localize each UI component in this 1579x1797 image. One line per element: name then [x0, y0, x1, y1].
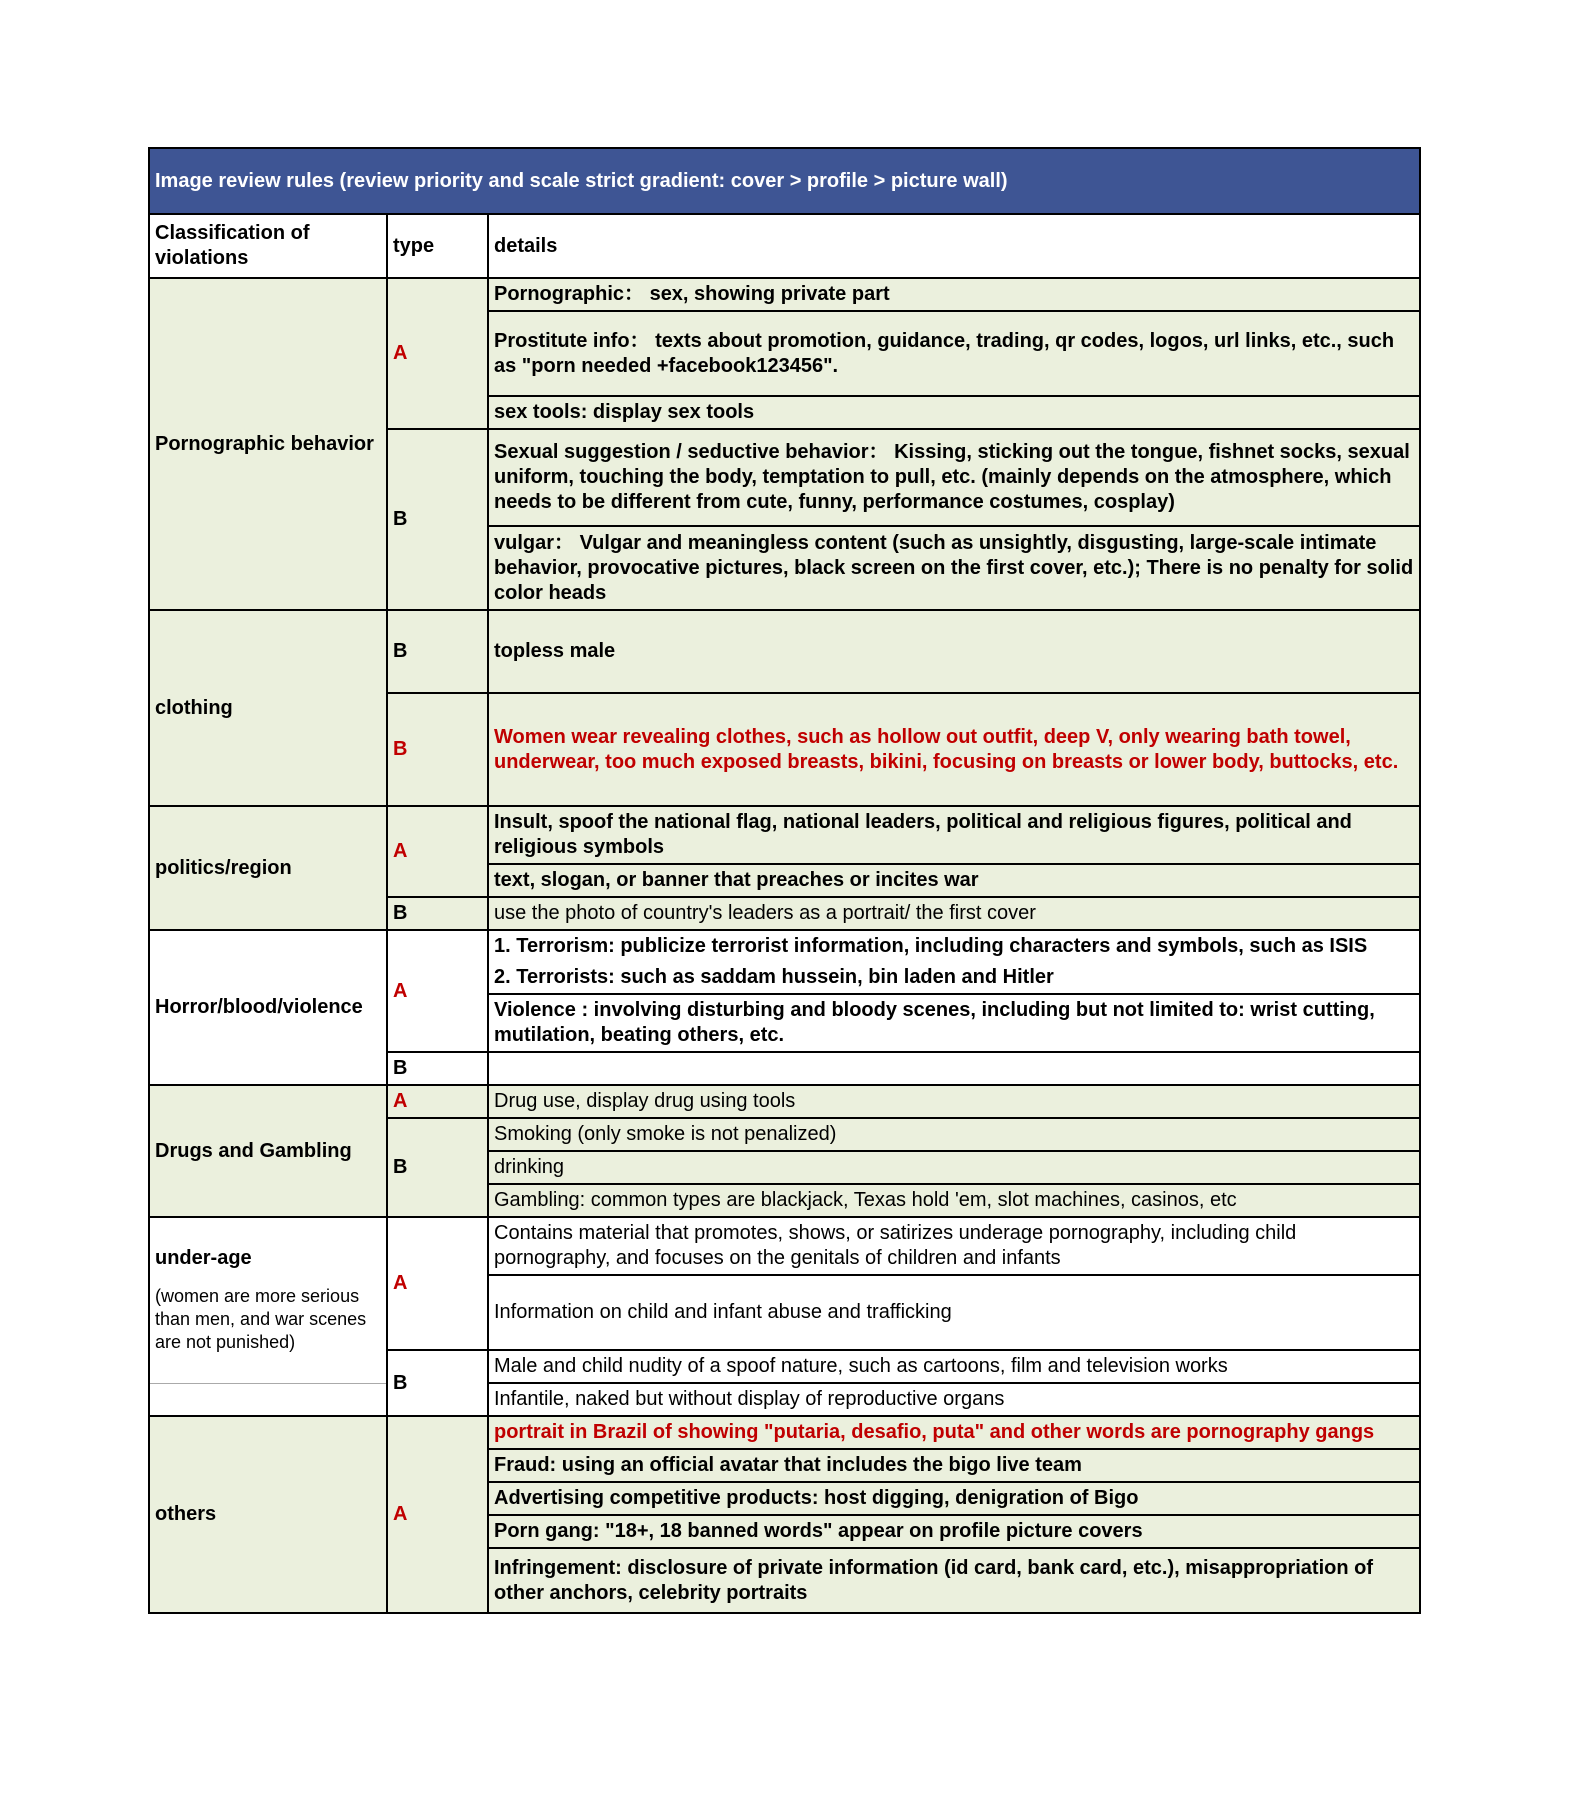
table-row	[149, 1217, 1420, 1275]
title-row	[149, 148, 1420, 214]
detail-cell: sex tools: display sex tools	[488, 396, 1420, 429]
detail-cell: Information on child and infant abuse and trafficking	[488, 1275, 1420, 1350]
category-others: others	[149, 1416, 387, 1613]
table-row	[149, 1416, 1420, 1449]
detail-cell: Advertising competitive products: host digging, denigration of Bigo	[488, 1482, 1420, 1515]
detail-cell: Sexual suggestion / seductive behavior： Kissing, sticking out the tongue, fishnet socks, sexual uniform, touching the body, temptation to pull, etc. (mainly depends on the atmosphere, which needs to be different from cute, funny, performance costumes, cosplay)	[488, 429, 1420, 526]
type-cell: B	[387, 897, 488, 930]
detail-cell: Infringement: disclosure of private information (id card, bank card, etc.), misappropriation of other anchors, celebrity portraits	[488, 1548, 1420, 1613]
header-details: details	[488, 214, 1420, 278]
header-classification: Classification of violations	[149, 214, 387, 278]
table-row	[149, 278, 1420, 311]
type-cell: B	[387, 1118, 488, 1217]
category-clothing: clothing	[149, 610, 387, 806]
review-rules-table	[148, 147, 1421, 1614]
detail-cell: portrait in Brazil of showing "putaria, desafio, puta" and other words are pornography gangs	[488, 1416, 1420, 1449]
type-cell: B	[387, 693, 488, 806]
detail-cell: vulgar： Vulgar and meaningless content (such as unsightly, disgusting, large-scale intimate behavior, provocative pictures, black screen on the first cover, etc.); There is no penalty for solid color heads	[488, 526, 1420, 610]
category-politics: politics/region	[149, 806, 387, 930]
detail-cell: 1. Terrorism: publicize terrorist information, including characters and symbols, such as ISIS	[488, 930, 1420, 962]
detail-cell: 2. Terrorists: such as saddam hussein, bin laden and Hitler	[488, 962, 1420, 994]
header-row	[149, 214, 1420, 278]
table-row	[149, 1383, 1420, 1416]
detail-cell: drinking	[488, 1151, 1420, 1184]
type-cell: A	[387, 930, 488, 1052]
detail-cell: Smoking (only smoke is not penalized)	[488, 1118, 1420, 1151]
detail-cell: Violence : involving disturbing and bloody scenes, including but not limited to: wrist cutting, mutilation, beating others, etc.	[488, 994, 1420, 1052]
detail-cell: Insult, spoof the national flag, national leaders, political and religious figures, political and religious symbols	[488, 806, 1420, 864]
detail-cell: Women wear revealing clothes, such as hollow out outfit, deep V, only wearing bath towel, underwear, too much exposed breasts, bikini, focusing on breasts or lower body, buttocks, etc.	[488, 693, 1420, 806]
type-cell: B	[387, 429, 488, 610]
table-row	[149, 610, 1420, 693]
type-cell: A	[387, 1085, 488, 1118]
detail-cell: text, slogan, or banner that preaches or incites war	[488, 864, 1420, 897]
detail-cell: Fraud: using an official avatar that includes the bigo live team	[488, 1449, 1420, 1482]
detail-cell: Infantile, naked but without display of reproductive organs	[488, 1383, 1420, 1416]
category-drugs: Drugs and Gambling	[149, 1085, 387, 1217]
table-title: Image review rules (review priority and scale strict gradient: cover > profile > picture wall)	[149, 148, 1420, 214]
detail-cell: Male and child nudity of a spoof nature, such as cartoons, film and television works	[488, 1350, 1420, 1383]
category-horror: Horror/blood/violence	[149, 930, 387, 1085]
detail-cell: use the photo of country's leaders as a portrait/ the first cover	[488, 897, 1420, 930]
table-row	[149, 806, 1420, 864]
table-row	[149, 1085, 1420, 1118]
table-row	[149, 930, 1420, 962]
type-cell: A	[387, 1217, 488, 1350]
header-type: type	[387, 214, 488, 278]
category-underage-note: (women are more serious than men, and war scenes are not punished)	[155, 1286, 367, 1353]
detail-cell: Drug use, display drug using tools	[488, 1085, 1420, 1118]
type-cell: A	[387, 806, 488, 897]
type-cell: B	[387, 1350, 488, 1416]
type-cell: A	[387, 278, 488, 429]
category-underage	[149, 1217, 387, 1383]
category-pornographic: Pornographic behavior	[149, 278, 387, 610]
detail-cell: topless male	[488, 610, 1420, 693]
detail-cell: Prostitute info： texts about promotion, guidance, trading, qr codes, logos, url links, etc., such as "porn needed +facebook123456".	[488, 311, 1420, 396]
detail-cell-empty	[488, 1052, 1420, 1085]
category-underage-label: under-age	[155, 1247, 252, 1270]
detail-cell: Gambling: common types are blackjack, Texas hold 'em, slot machines, casinos, etc	[488, 1184, 1420, 1217]
type-cell: B	[387, 1052, 488, 1085]
category-underage-spacer	[149, 1383, 387, 1416]
type-cell: B	[387, 610, 488, 693]
detail-cell: Porn gang: "18+, 18 banned words" appear on profile picture covers	[488, 1515, 1420, 1548]
type-cell: A	[387, 1416, 488, 1613]
detail-cell: Contains material that promotes, shows, or satirizes underage pornography, including child pornography, and focuses on the genitals of children and infants	[488, 1217, 1420, 1275]
detail-cell: Pornographic： sex, showing private part	[488, 278, 1420, 311]
